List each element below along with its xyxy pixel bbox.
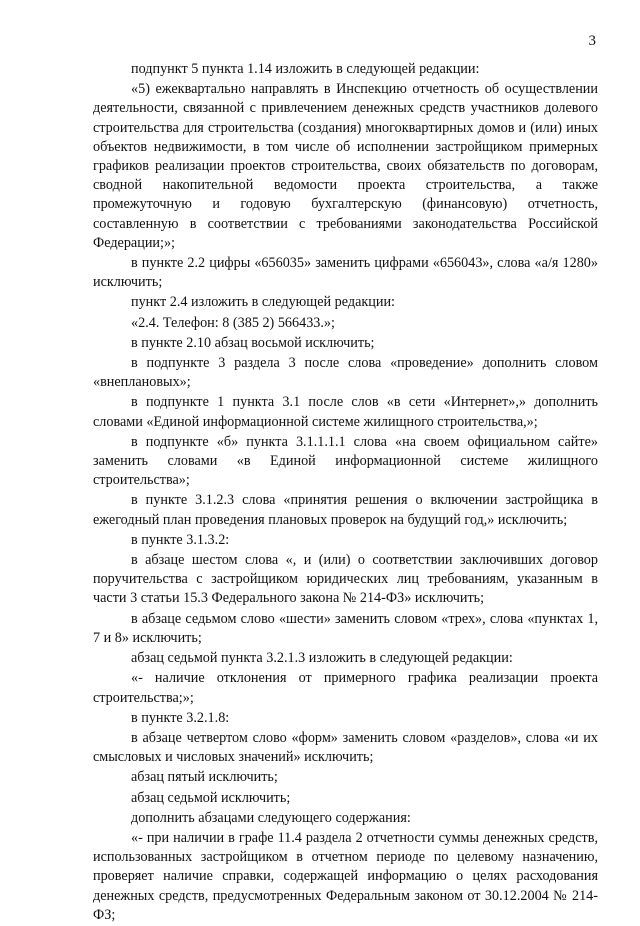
paragraph: в подпункте 3 раздела 3 после слова «проведение» дополнить словом «внеплановых»; [93,355,598,391]
paragraph: в пункте 3.1.2.3 слова «принятия решения о включении застройщика в ежегодный план проведения плановых проверок на будущий год,» исключить; [93,492,598,528]
paragraph: в пункте 2.2 цифры «656035» заменить цифрами «656043», слова «а/я 1280» исключить; [93,255,598,291]
paragraph: в пункте 3.1.3.2: [131,531,230,548]
paragraph: «- наличие отклонения от примерного графика реализации проекта строительства;»; [93,670,598,706]
paragraph: «5) ежеквартально направлять в Инспекцию отчетность об осуществлении деятельности, связанной с привлечением денежных средств участников долевого строительства для строительства (создания) многоквартирных домов и (или) иных объектов недвижимости, в том числе об исполнении застройщиком примерных графиков реализации проектов строительства, своих обязательств по договорам, сводной накопительной ведомости проекта строительства, а также промежуточную и годовую бухгалтерскую (финансовую) отчетность, составленную в соответствии с требованиями законодательства Российской Федерации;»; [93,81,598,251]
paragraph: подпункт 5 пункта 1.14 изложить в следующей редакции: [131,61,480,77]
paragraph: в подпункте «б» пункта 3.1.1.1.1 слова «на своем официальном сайте» заменить словами «в Единой информационной системе жилищного строительства»; [93,433,598,489]
paragraph: «- при наличии в графе 11.4 раздела 2 отчетности суммы денежных средств, использованных застройщиком в отчетном периоде по целевому назначению, проверяет наличие справки, содержащей информацию о целях расходования денежных средств, предусмотренных Федеральным законом от 30.12.2004 № 214-ФЗ; [93,829,598,923]
paragraph: в абзаце шестом слова «, и (или) о соответствии заключивших договор поручительства с застройщиком юридических лиц требованиям, указанным в части 3 статьи 15.3 Федерального закона № 214-ФЗ» исключить; [93,552,598,607]
paragraph: пункт 2.4 изложить в следующей редакции: [131,294,395,311]
paragraph: абзац седьмой исключить; [131,789,291,806]
paragraph: в подпункте 1 пункта 3.1 после слов «в сети «Интернет»,» дополнить словами «Единой информационной системе жилищного строительства,»; [93,394,598,430]
document-body [93,60,598,926]
paragraph: дополнить абзацами следующего содержания: [131,809,411,826]
page-number: 3 [588,33,596,49]
paragraph: в пункте 3.2.1.8: [131,709,230,726]
paragraph: в абзаце четвертом слово «форм» заменить словом «разделов», слова «и их смысловых и числовых значений» исключить; [93,729,598,766]
paragraph: в пункте 2.10 абзац восьмой исключить; [131,334,375,351]
paragraph: абзац пятый исключить; [131,769,278,786]
paragraph: в абзаце седьмом слово «шести» заменить словом «трех», слова «пунктах 1, 7 и 8» исключить; [93,610,598,646]
paragraph: «2.4. Телефон: 8 (385 2) 566433.»; [131,314,335,331]
paragraph: абзац седьмой пункта 3.2.1.3 изложить в следующей редакции: [131,650,513,667]
